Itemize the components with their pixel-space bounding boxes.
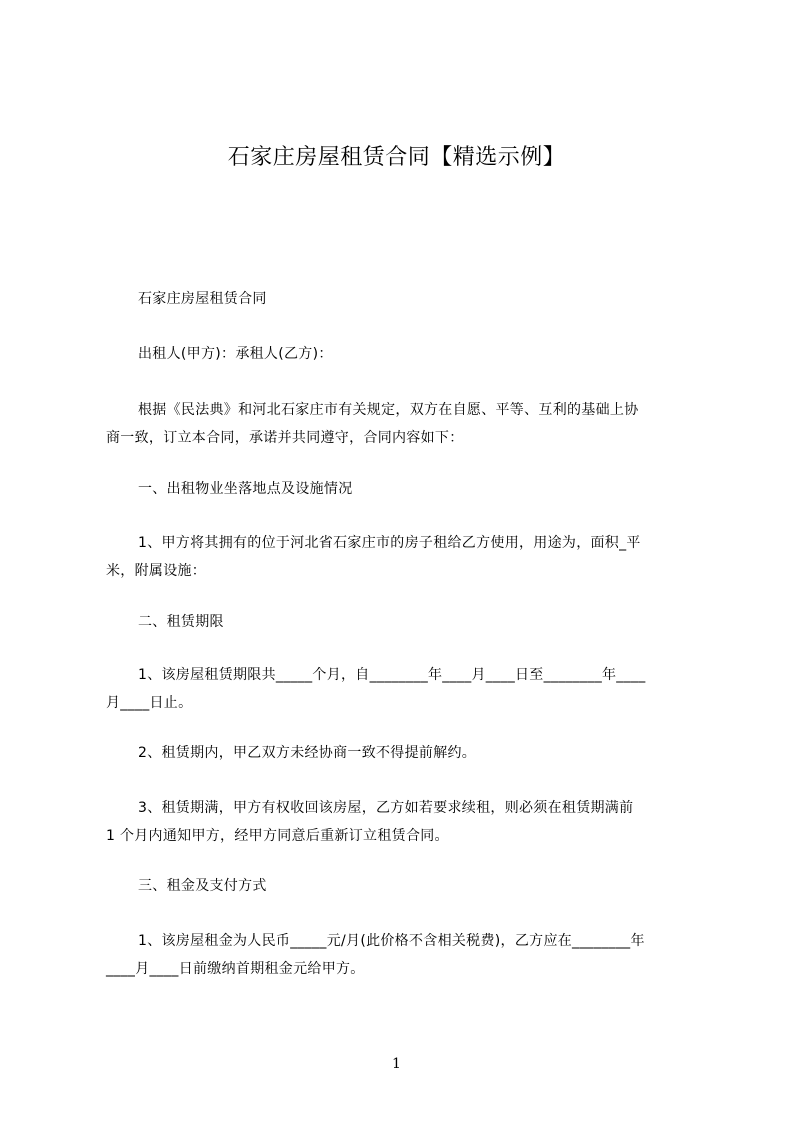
- section-3-heading: 三、租金及支付方式: [138, 878, 267, 894]
- section-1-clause-1: [106, 529, 706, 585]
- section-2-clause-3-line-1: 3、租赁期满，甲方有权收回该房屋，乙方如若要求续租，则必须在租赁期满前: [138, 800, 634, 816]
- section-1-clause-1-line-2: 米，附属设施：: [106, 563, 207, 579]
- section-2-clause-1: [106, 661, 706, 717]
- intro-line-1: 根据《民法典》和河北石家庄市有关规定，双方在自愿、平等、互利的基础上协: [138, 402, 639, 418]
- section-2-clause-2: 2、租赁期内，甲乙双方未经协商一致不得提前解约。: [138, 745, 477, 761]
- section-2-clause-3: [106, 794, 706, 850]
- section-1-heading: 一、出租物业坐落地点及设施情况: [138, 481, 353, 497]
- parties-line: 出租人(甲方)：承租人(乙方)：: [138, 346, 333, 362]
- document-subtitle: 石家庄房屋租赁合同: [138, 291, 267, 307]
- section-2-clause-1-line-2: 月____日止。: [106, 695, 193, 711]
- section-2-heading: 二、租赁期限: [138, 614, 224, 630]
- section-3-clause-1-line-2: ____月____日前缴纳首期租金元给甲方。: [106, 961, 365, 977]
- section-3-clause-1-line-1: 1、该房屋租金为人民币_____元/月(此价格不含相关税费)，乙方应在________年: [138, 933, 645, 949]
- page-number: 1: [392, 1056, 401, 1072]
- intro-line-2: 商一致，订立本合同，承诺并共同遵守，合同内容如下：: [106, 430, 464, 446]
- section-3-clause-1: [106, 927, 706, 983]
- document-title: 石家庄房屋租赁合同【精选示例】: [227, 145, 566, 170]
- intro-paragraph: [106, 396, 706, 452]
- section-2-clause-1-line-1: 1、该房屋租赁期限共_____个月，自________年____月____日至________年____: [138, 667, 646, 683]
- section-2-clause-3-line-2: 1 个月内通知甲方，经甲方同意后重新订立租赁合同。: [106, 828, 449, 844]
- section-1-clause-1-line-1: 1、甲方将其拥有的位于河北省石家庄市的房子租给乙方使用，用途为，面积_平: [138, 535, 641, 551]
